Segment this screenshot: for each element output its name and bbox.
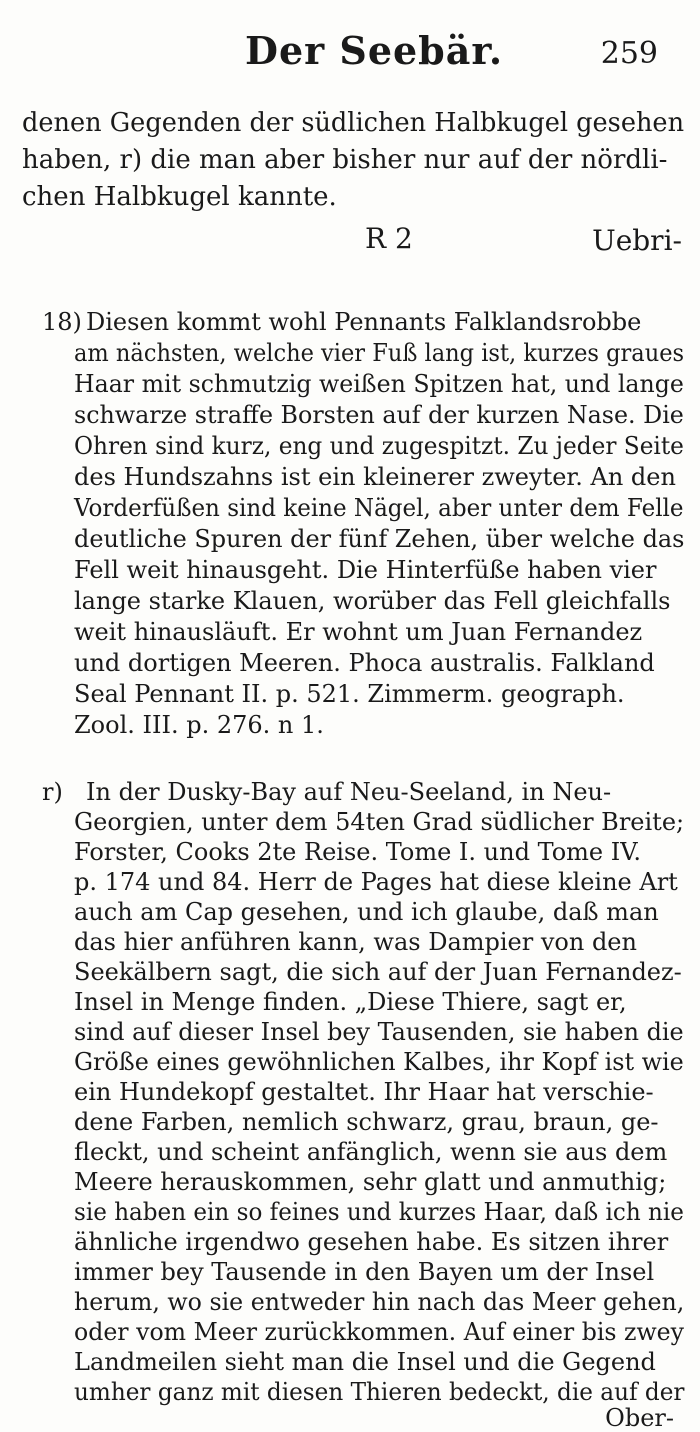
footnote-line: immer bey Tausende in den Bayen um der Insel [74, 1258, 655, 1286]
footnote-line: Landmeilen sieht man die Insel und die Gegend [74, 1348, 656, 1376]
footnote-line: Fell weit hinausgeht. Die Hinterfüße haben vier [74, 556, 657, 584]
page-number: 259 [600, 36, 658, 71]
footnote-line: herum, wo sie entweder hin nach das Meer gehen, [74, 1288, 685, 1316]
catchword-bottom: Ober- [605, 1404, 674, 1432]
footnote-line: und dortigen Meeren. Phoca australis. Falkland [74, 649, 655, 677]
signature-mark: R 2 [365, 222, 413, 255]
footnote-18-marker: 18) [42, 308, 82, 336]
footnote-line: deutliche Spuren der fünf Zehen, über welche das [74, 525, 685, 553]
footnote-line: auch am Cap gesehen, und ich glaube, daß man [74, 898, 659, 926]
footnote-line: ähnliche irgendwo gesehen habe. Es sitzen ihrer [74, 1228, 669, 1256]
footnote-line: Seal Pennant II. p. 521. Zimmerm. geograph. [74, 680, 625, 708]
footnote-line: dene Farben, nemlich schwarz, grau, braun, ge- [74, 1108, 659, 1136]
footnote-line: am nächsten, welche vier Fuß lang ist, kurzes graues [74, 339, 685, 367]
footnote-line: Diesen kommt wohl Pennants Falklandsrobbe [86, 308, 642, 336]
catchword-top: Uebri- [592, 224, 682, 257]
footnote-line: Haar mit schmutzig weißen Spitzen hat, und lange [74, 370, 684, 398]
footnote-line: sind auf dieser Insel bey Tausenden, sie haben die [74, 1018, 684, 1046]
footnote-line: oder vom Meer zurückkommen. Auf einer bis zwey [74, 1318, 685, 1346]
main-text-line: denen Gegenden der südlichen Halbkugel gesehen [22, 108, 685, 138]
footnote-line: Seekälbern sagt, die sich auf der Juan Fernandez- [74, 958, 682, 986]
footnote-line: sie haben ein so feines und kurzes Haar, daß ich nie [74, 1198, 684, 1226]
footnote-line: des Hundszahns ist ein kleinerer zweyter. An den [74, 463, 676, 491]
footnote-line: fleckt, und scheint anfänglich, wenn sie aus dem [74, 1138, 668, 1166]
footnote-line: In der Dusky-Bay auf Neu-Seeland, in Neu- [86, 778, 612, 806]
main-text-line: chen Halbkugel kannte. [22, 182, 337, 212]
footnote-line: lange starke Klauen, worüber das Fell gleichfalls [74, 587, 671, 615]
footnote-line: weit hinausläuft. Er wohnt um Juan Fernandez [74, 618, 643, 646]
running-title: Der Seebär. [245, 28, 504, 73]
footnote-line: das hier anführen kann, was Dampier von den [74, 928, 637, 956]
footnote-line: p. 174 und 84. Herr de Pages hat diese kleine Art [74, 868, 678, 896]
page-header [0, 28, 700, 78]
footnote-line: Vorderfüßen sind keine Nägel, aber unter dem Felle [74, 494, 684, 522]
footnote-r-marker: r) [42, 778, 63, 806]
footnote-line: Meere herauskommen, sehr glatt und anmuthig; [74, 1168, 667, 1196]
footnote-line: schwarze straffe Borsten auf der kurzen Nase. Die [74, 401, 684, 429]
footnote-line: umher ganz mit diesen Thieren bedeckt, die auf der [74, 1378, 685, 1406]
footnote-line: Georgien, unter dem 54ten Grad südlicher Breite; [74, 808, 685, 836]
footnote-line: Größe eines gewöhnlichen Kalbes, ihr Kopf ist wie [74, 1048, 684, 1076]
footnote-line: Forster, Cooks 2te Reise. Tome I. und Tome IV. [74, 838, 641, 866]
main-text-line: haben, r) die man aber bisher nur auf der nördli- [22, 145, 668, 175]
footnote-line: ein Hundekopf gestaltet. Ihr Haar hat verschie- [74, 1078, 654, 1106]
footnote-line: Insel in Menge finden. „Diese Thiere, sagt er, [74, 988, 627, 1016]
footnote-line: Ohren sind kurz, eng und zugespitzt. Zu jeder Seite [74, 432, 684, 460]
footnote-line: Zool. III. p. 276. n 1. [74, 711, 324, 739]
